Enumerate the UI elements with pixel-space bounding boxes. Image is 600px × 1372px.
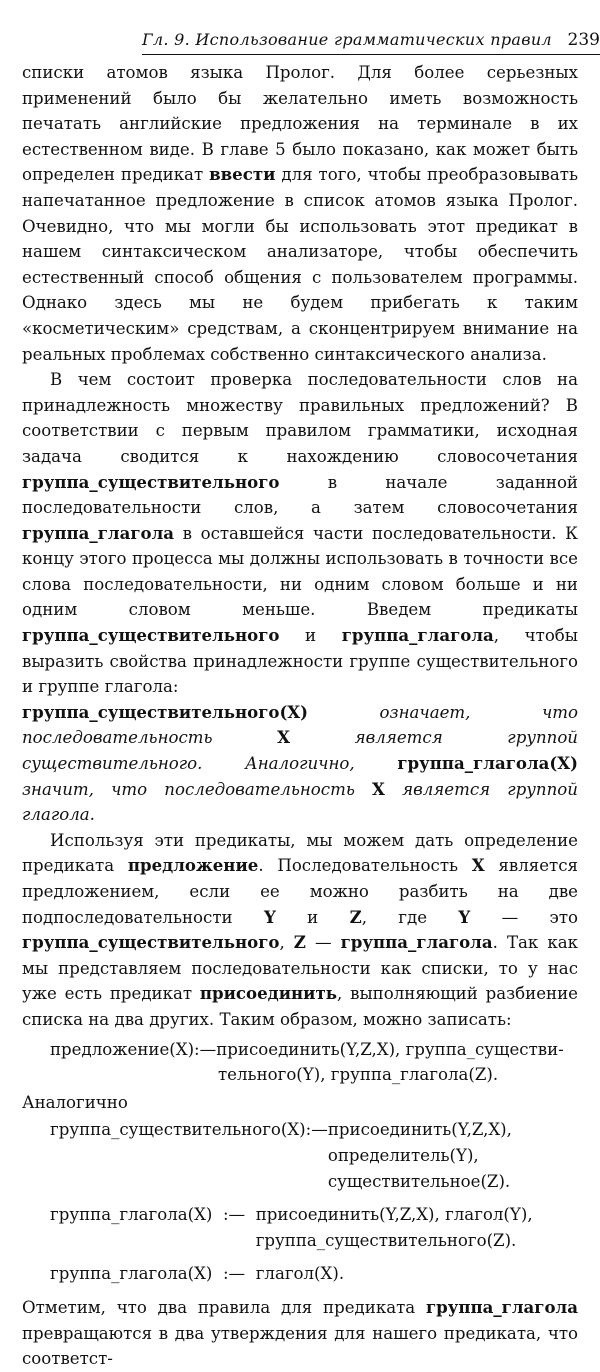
paragraph-2: В чем состоит проверка последовательности слов на принадлежность множеству правильных предложений? В соответствии с первым правилом грамматики, исходная задача сводится к нахождению словосочетания группа_существительного в начале заданной последовательности слов, а затем словосочетания группа_глагола в оставшейся части последовательности. К концу этого процесса мы должны использовать в точности все слова последовательности, ни одним словом больше и ни одним словом меньше. Введем предикаты группа_существительного и группа_глагола, чтобы выразить свойства принадлежности группе существительного и группе глагола: bbox=[22, 370, 579, 697]
page-number: 239 bbox=[567, 30, 600, 50]
clause-verb-group-2: группа_глагола(Х) :— глагол(Х). bbox=[50, 1264, 345, 1284]
paragraph-4: Отметим, что два правила для предиката группа_глагола превращаются в два утверждения для нашего предиката, что соответст- bbox=[22, 1296, 578, 1369]
body-text bbox=[22, 60, 578, 1372]
running-header bbox=[142, 30, 600, 52]
predicate-definition: группа_существительного(Х) означает, что последовательность Х является группой существительного. Аналогично, группа_глагола(Х) значит, что последовательность Х является группой глагола. bbox=[22, 701, 578, 825]
paragraph-3: Используя эти предикаты, мы можем дать определение предиката предложение. Последовательность Х является предложением, если ее можно разбить на две подпоследовательности Y и Z, где Y — это группа_существительного, Z — группа_глагола. Так как мы представляем последовательности как списки, то у нас уже есть предикат присоединить, выполняющий разбиение списка на два других. Таким образом, можно записать: bbox=[22, 830, 579, 1029]
analogously-label: Аналогично bbox=[22, 1092, 128, 1112]
clause-sentence: предложение(Х):—присоединить(Y,Z,X), группа_существи- тельного(Y), группа_глагола(Z). bbox=[50, 1039, 564, 1085]
header-rule bbox=[142, 54, 600, 55]
paragraph-1: списки атомов языка Пролог. Для более серьезных применений было бы желательно иметь возможность печатать английские предложения на терминале в их естественном виде. В главе 5 было показано, как может быть определен предикат ввести для того, чтобы преобразовывать напечатанное предложение в список атомов языка Пролог. Очевидно, что мы могли бы использовать этот предикат в нашем синтаксическом анализаторе, чтобы обеспечить естественный способ общения с пользователем программы. Однако здесь мы не будем прибегать к таким «косметическим» средствам, а сконцентрируем внимание на реальных проблемах собственно синтаксического анализа. bbox=[22, 63, 578, 364]
clause-noun-group: группа_существительного(Х) :— присоединить(Y,Z,X), определитель(Y), существительное(Z). bbox=[50, 1120, 512, 1191]
chapter-title: Гл. 9. Использование грамматических правил bbox=[142, 30, 552, 49]
clause-verb-group-1: группа_глагола(Х) :— присоединить(Y,Z,X), глагол(Y), группа_существительного(Z). bbox=[50, 1205, 533, 1250]
book-page bbox=[22, 0, 600, 1369]
